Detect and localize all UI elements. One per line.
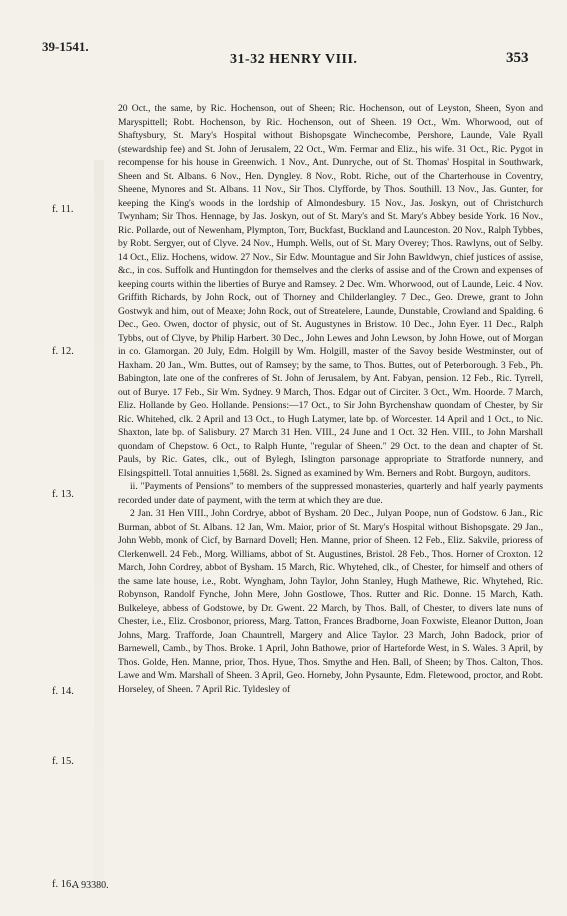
paragraph-pensions-list: 2 Jan. 31 Hen VIII., John Cordrye, abbot of Bysham. 20 Dec., Julyan Poope, nun of Godstow. 6 Jan., Ric Burman, abbot of St. Albans. 12 Jan, Wm. Maior, prior of St. Mary's Hospital without Bishopsgate. 29 Jan., John Webb, monk of Cicf, by Barnard Dovell; Hen. Manne, prior of Sheen. 12 Feb., Eliz. Sakvile, prioress of Clerkenwell. 24 Feb., Morg. Williams, abbot of St. Augustines, Bristol. 28 Feb., Thos. Horner of Croxton. 12 March, John Cordrey, abbot of Bysham. 15 March, Ric. Whytehed, clk., of Chester, for himself and others of the same late house, i.e., Robt. Wyngham, John Taylor, John Stanley, Hugh Mathewe, Ric. Whytehed, Ric. Robynson, Randolf Fynche, John Mere, John Gostlowe, Thos. Rutter and Ric. Donne. 15 March, Kath. Bulkeleye, abbess of Godstowe, by Dr. Gwent. 22 March, by Thos. Ball, of Chester, to divers late nuns of Chester, i.e., Eliz. Crosbonor, prioress, Marg. Tatton, Frances Bradborne, Joan Foxwiste, Eleanor Dutton, Joan Johns, Marg. Trafforde, Joan Chauntrell, Margery and Alice Taylor. 23 March, John Badock, prior of Barnewell, Camb., by Thos. Broke. 1 April, John Bathowe, prior of Harteforde West, in S. Wales. 3 April, by Thos. Golde, Hen. Manne, prior, Thos. Hyue, Thos. Smythe and Hen. Ball, of Sheen; by Thos. Calton, Thos. Lawe and Wm. Marshall of Sheen. 3 April, Geo. Horneby, John Pysaunte, Edm. Fletewood, proctor, and Robt. Horseley, of Sheen. 7 April Ric. Tyldesley of [118, 508, 543, 695]
folio-marker: f. 15. [52, 756, 74, 767]
margin-year-note: 39-1541. [42, 39, 89, 54]
folio-marker: f. 12. [52, 346, 74, 357]
paragraph-annuities: 20 Oct., the same, by Ric. Hochenson, out of Sheen; Ric. Hochenson, out of Leyston, Sheen, Syon and Maryspittell; Robt. Hochenson, by Ric. Hochenson, out of Sheen. 19 Oct., Wm. Whorwood, out of Shaftysbury, St. Mary's Hospital without Bishopsgate Winchecombe, Pershore, Launde, Vale Ryall (stewardship fee) and St. John of Jerusalem, 22 Oct., Wm. Fermar and Eliz., his wife. 31 Oct., Ric. Pygot in recompense for his house in Greenwich. 1 Nov., Ant. Dunryche, out of St. Thomas' Hospital in Southwark, Sheen and St. Albans. 6 Nov., Hen. Dyngley. 8 Nov., Robt. Riche, out of the Charterhouse in Coventry, Sheene, Mynores and St. Albans. 11 Nov., Sir Thos. Clyfforde, by Thos. Southill. 13 Nov., Jas. Gunter, for keeping the King's woods in the lordship of Almondesbury. 15 Nov., Jas. Joskyn, out of Christchurch Twynham; Sir Thos. Hennage, by Jas. Joskyn, out of St. Mary's and St. Mary's Abbey beside York. 16 Nov., Ric. Pollarde, out of Newenham, Plympton, Torr, Buckfast, Buckland and Launceston. 20 Nov., Ralph Tybbes, by Robt. Sergyer, out of Clyve. 24 Nov., Humph. Wells, out of St. Mary Overey; Thos. Rawlyns, out of Selby. 14 Oct., Eliz. Hochens, widow. 27 Nov., Sir Edw. Mountague and Sir John Bawldwyn, chief justices of assise, &c., in cos. Suffolk and Huntingdon for themselves and the clerks of assise and of the Crown and expenses of keeping courts within the liberties of Burye and Ramsey. 2 Dec. Wm. Whorwood, out of Launde, Leic. 4 Nov. Griffith Richards, by John Rock, out of Thorney and Childerlangley. 7 Dec., Geo. Drewe, grant to John Gostwyk and him, out of Meaxe; John Rock, out of Streatelere, Launde, Dunstable, Crowland and Spalding. 6 Dec., Geo. Owen, doctor of physic, out of St. Augustynes in Bristow. 10 Dec., John Eyer. 11 Dec., Ralph Tybbs, out of Clyve, by Philip Harbert. 30 Dec., John Lewes and John Lewson, by John Howe, out of Morgan in co. Glamorgan. 20 July, Edm. Holgill by Wm. Holgill, master of the Savoy beside Westminster, out of Haxham. 20 Jan., Wm. Buttes, out of Ramsey; by the same, to Thos. Buttes, out of Peterborough. 3 Feb., Ph. Babington, late one of the confreres of St. John of Jerusalem, by Ant. Fabyan, pension. 12 Feb., Ric. Tyrrell, out of Burye. 17 Feb., Sir Wm. Sydney. 9 March, Thos. Edgar out of Circiter. 3 Oct., Wm. Hoorde. 7 March, Eliz. Hollande by Geo. Hollande. Pensions:—17 Oct., to Sir John Byrchenshaw quondam of Chester, by Sir Ric. Whitehed, clk. 2 April and 13 Oct., to Hugh Latymer, late bp. of Worcester. 14 April and 1 Oct., to Nic. Shaxton, late bp. of Salisbury. 27 March 31 Hen. VIII., 24 June and 1 Oct. 32 Hen. VIII., to John Marshall quondam of Chepstow. 6 Oct., to Ralph Hunte, "regular of Sheen." 29 Oct. to the dean and chapter of St. Pauls, by Ric. Gates, clk., out of Bylegh, Islington parsonage appropriate to Stratforde nunnery, and Elsingspittell. Total annuities 1,568l. 2s. Signed as examined by Wm. Berners and Robt. Burgoyn, auditors. [118, 103, 543, 479]
folio-marker: f. 14. [52, 686, 74, 697]
body-text [118, 102, 543, 696]
folio-marker: f. 13. [52, 489, 74, 500]
folio-marker: f. 11. [52, 204, 74, 215]
signature-mark: A 93380. [72, 880, 109, 891]
running-title: 31-32 HENRY VIII. [230, 52, 358, 67]
binding-shadow [94, 160, 104, 880]
page-number: 353 [506, 50, 529, 66]
folio-marker: f. 16. [52, 879, 74, 890]
paragraph-pensions-heading: ii. "Payments of Pensions" to members of the suppressed monasteries, quarterly and half yearly payments recorded under date of payment, with the term at which they are due. [118, 481, 543, 506]
